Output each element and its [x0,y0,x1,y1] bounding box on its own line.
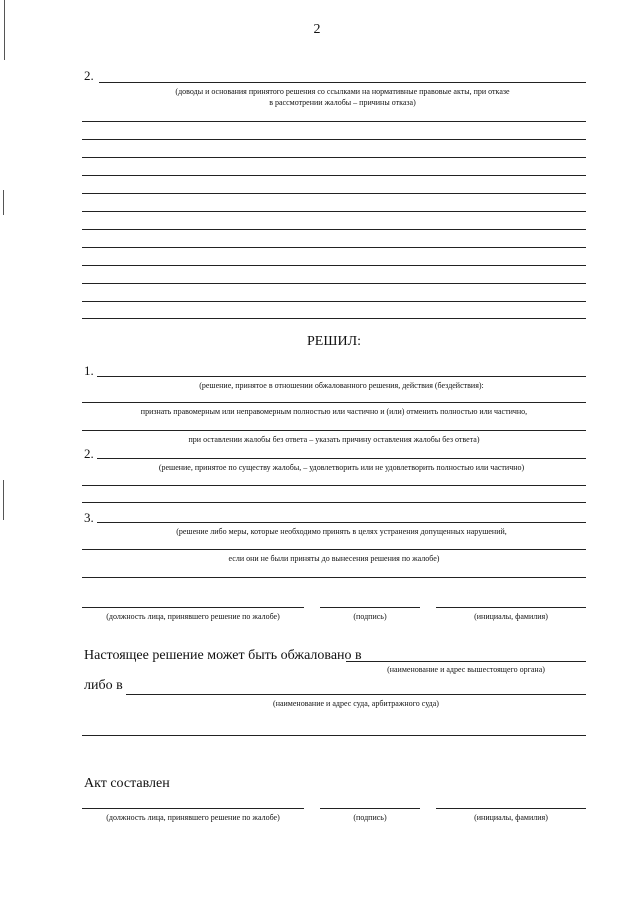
signature-2-signature-line [320,808,420,809]
blank-line [82,157,586,158]
signature-2-name-line [436,808,586,809]
decision-1-caption-2: признать правомерным или неправомерным полностью или частично и (или) отменить полностью или частично, [140,407,528,416]
decision-1-line-3 [82,430,586,431]
blank-line [82,193,586,194]
signature-1-signature-line [320,607,420,608]
blank-line [82,577,586,578]
signature-2-signature-caption: (подпись) [353,813,387,822]
blank-line [82,211,586,212]
margin-mark [3,190,4,215]
decision-1-caption: (решение, принятое в отношении обжалованного решения, действия (бездействия): [199,381,484,390]
margin-mark [3,480,4,520]
section-2-number: 2. [84,68,94,83]
appeal-court-line [126,694,586,695]
decision-1-number: 1. [84,363,94,378]
signature-1-name-caption: (инициалы, фамилия) [474,612,548,621]
blank-line [82,175,586,176]
section-2-caption-line1: (доводы и основания принятого решения со ссылками на нормативные правовые акты, при отказе [175,87,510,96]
blank-line [82,485,586,486]
decision-3-number: 3. [84,510,94,525]
decision-2-number: 2. [84,446,94,461]
signature-1-name-line [436,607,586,608]
appeal-text: Настоящее решение может быть обжаловано в [84,648,362,663]
decision-3-line [97,522,586,523]
page-number: 2 [313,22,321,37]
signature-2-name-caption: (инициалы, фамилия) [474,813,548,822]
appeal-court-caption: (наименование и адрес суда, арбитражного суда) [273,699,439,708]
blank-line [82,502,586,503]
appeal-or-text: либо в [84,678,123,693]
signature-1-signature-caption: (подпись) [353,612,387,621]
blank-line [82,318,586,319]
blank-line [82,139,586,140]
blank-line [82,301,586,302]
decision-1-caption-3: при оставлении жалобы без ответа – указать причину оставления жалобы без ответа) [188,435,480,444]
signature-2-position-line [82,808,304,809]
blank-line [82,229,586,230]
signature-1-position-caption: (должность лица, принявшего решение по жалобе) [106,612,280,621]
decision-3-line-2 [82,549,586,550]
decision-1-line [97,376,586,377]
blank-line [82,265,586,266]
decision-1-line-2 [82,402,586,403]
blank-line [82,121,586,122]
decision-2-line [97,458,586,459]
section-2-caption-line2: в рассмотрении жалобы – причины отказа) [269,98,416,107]
section-2-line [99,82,586,83]
blank-line [82,283,586,284]
blank-line [82,735,586,736]
appeal-higher-body-line [346,661,586,662]
decision-3-caption: (решение либо меры, которые необходимо принять в целях устранения допущенных нарушений, [176,527,507,536]
signature-1-position-line [82,607,304,608]
act-text: Акт составлен [84,776,170,791]
appeal-higher-body-caption: (наименование и адрес вышестоящего органа) [387,665,545,674]
signature-2-position-caption: (должность лица, принявшего решение по жалобе) [106,813,280,822]
decision-3-caption-2: если они не были приняты до вынесения решения по жалобе) [228,554,440,563]
decision-2-caption: (решение, принятое по существу жалобы, – удовлетворить или не удовлетворить полностью или частично) [158,463,525,472]
blank-line [82,247,586,248]
resolved-heading: РЕШИЛ: [307,334,361,349]
